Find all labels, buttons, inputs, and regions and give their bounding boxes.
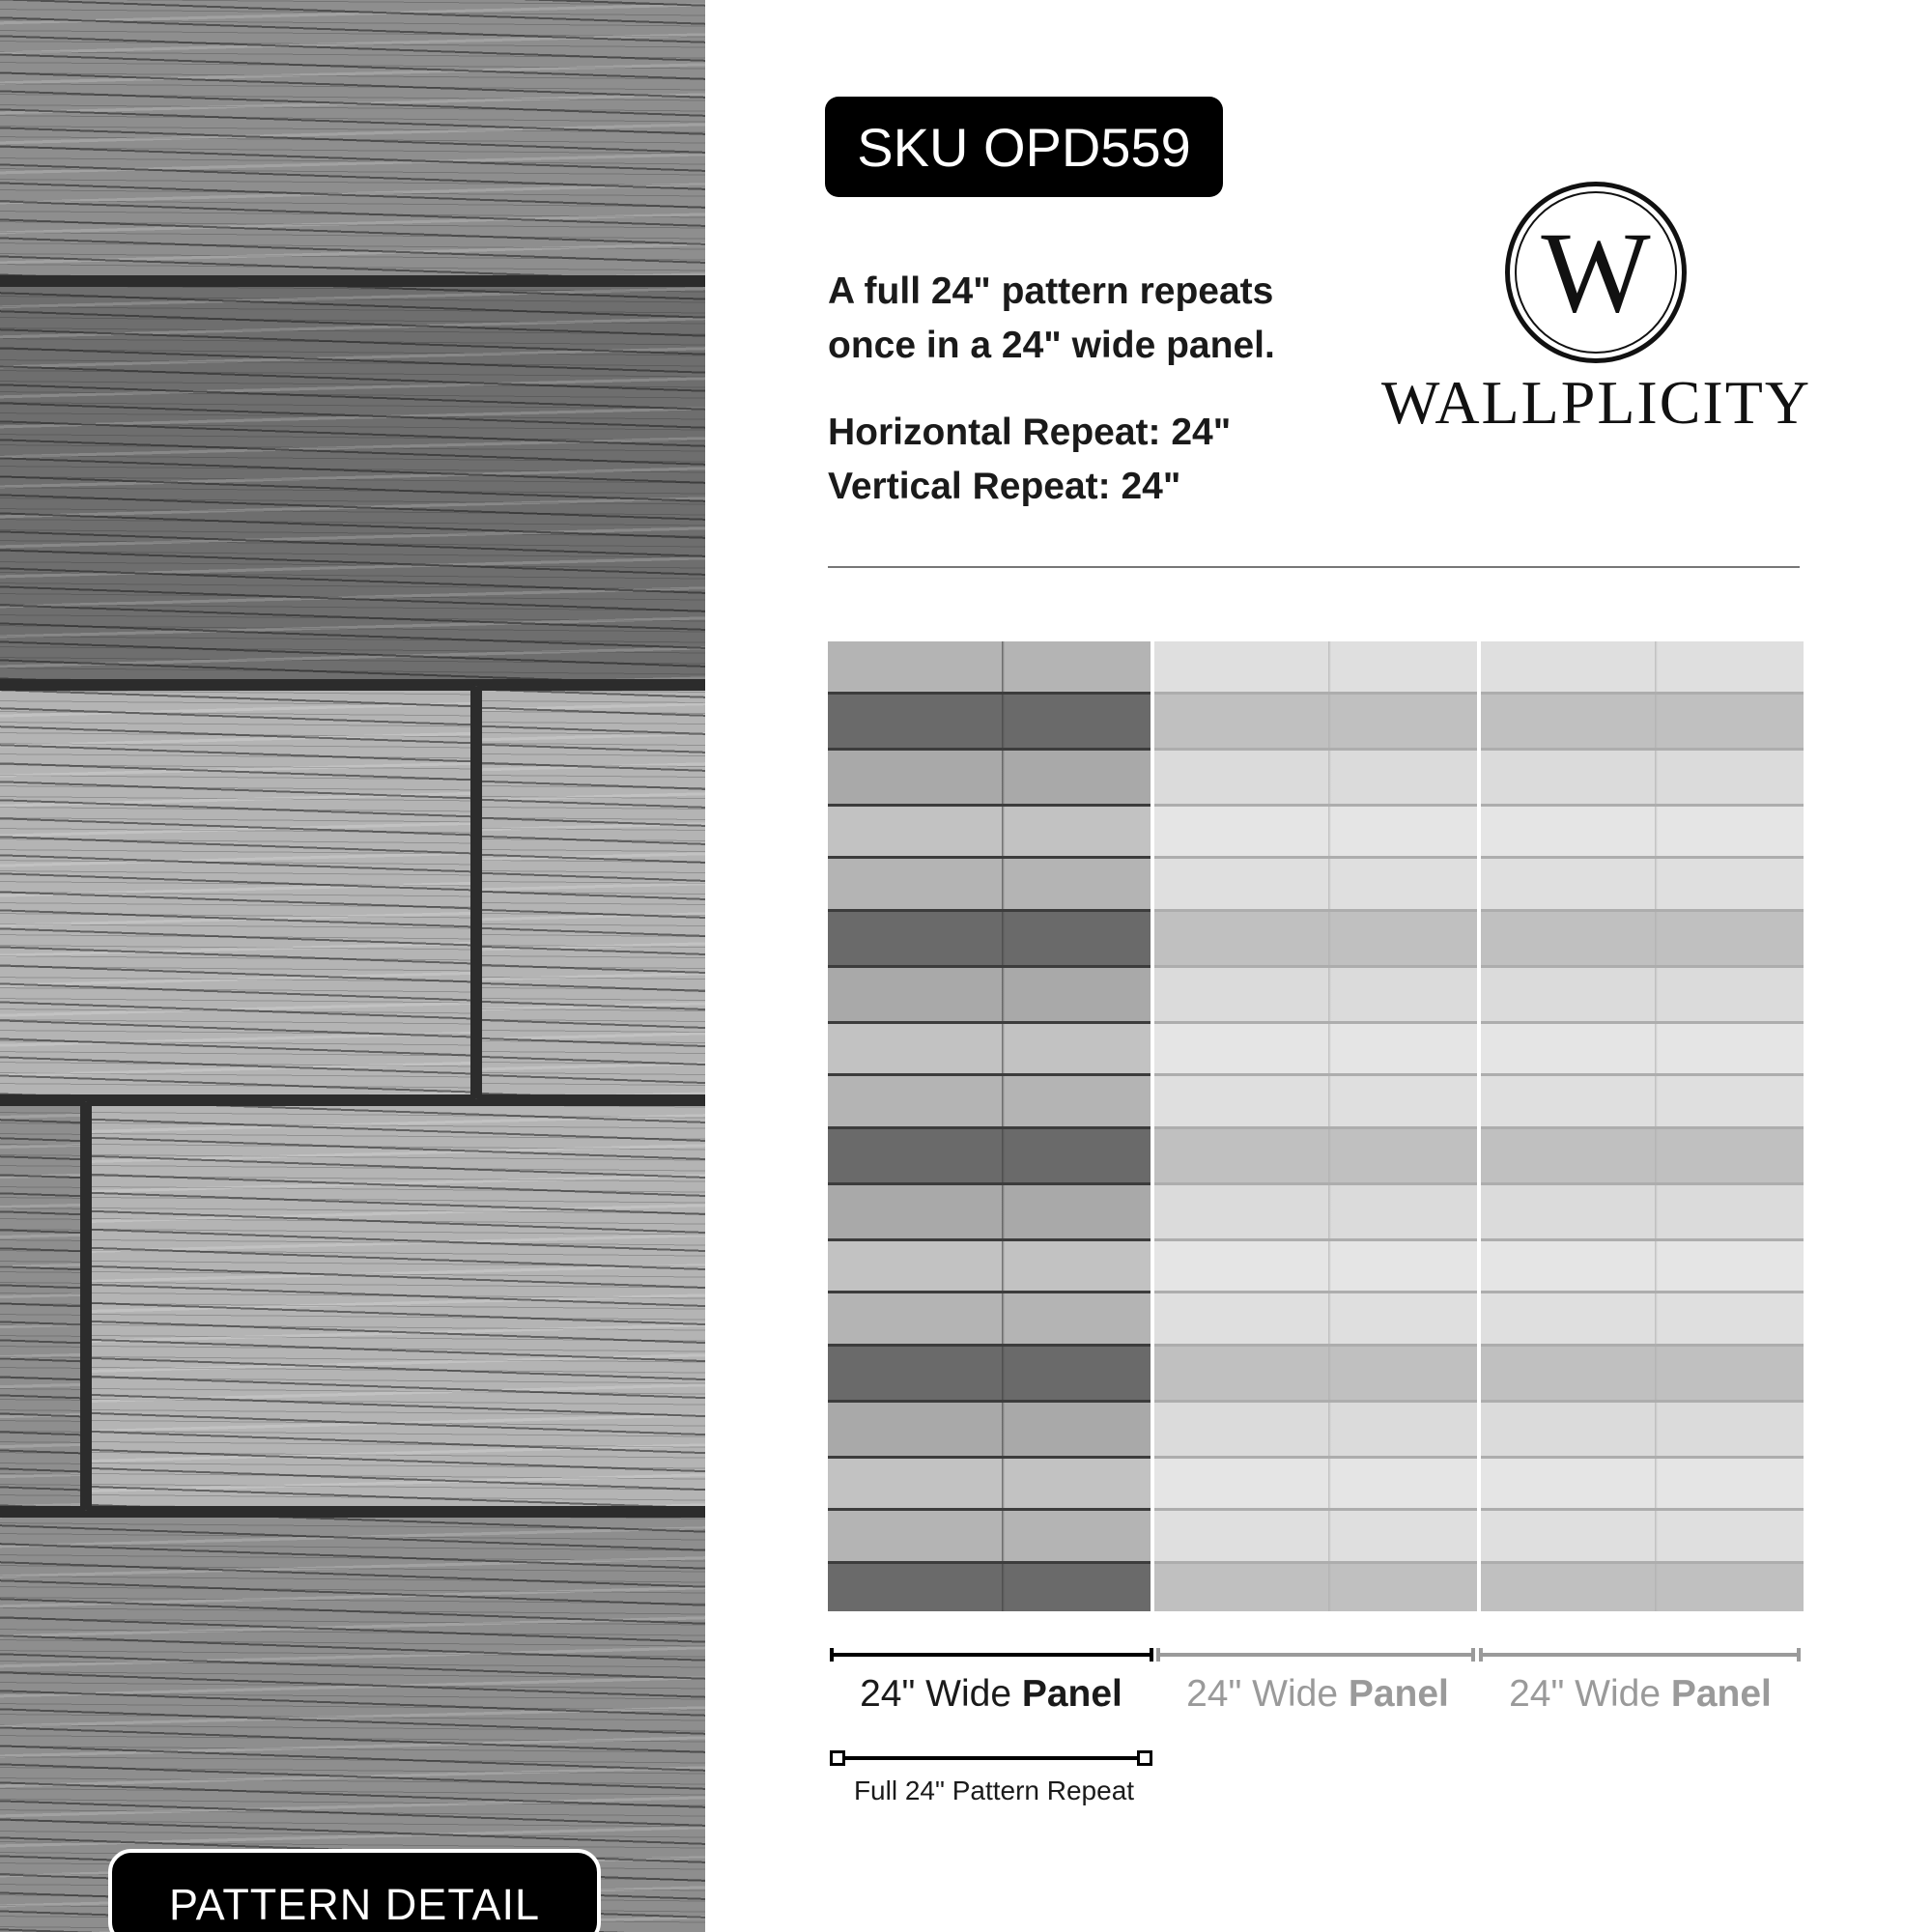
wallpaper-panel — [1481, 641, 1804, 1611]
wood-plank — [0, 0, 705, 282]
wood-plank — [0, 684, 477, 1101]
repeat-description — [828, 265, 1407, 373]
wallpaper-panel — [1154, 641, 1477, 1611]
vertical-repeat: Vertical Repeat: 24" — [828, 466, 1181, 507]
pattern-repeat-label: Full 24" Pattern Repeat — [853, 1776, 1135, 1805]
brand-name: WALLPLICITY — [1381, 368, 1812, 437]
horizontal-repeat: Horizontal Repeat: 24" — [828, 412, 1232, 453]
sku-badge: SKU OPD559 — [825, 97, 1223, 197]
panel-width-ruler — [1156, 1648, 1475, 1662]
pattern-repeat-ruler — [830, 1750, 1152, 1766]
wood-plank — [0, 280, 705, 686]
panel-label: 24" Wide Panel — [1509, 1673, 1772, 1715]
logo-letter: W — [1541, 208, 1651, 336]
description-line: A full 24" pattern repeats — [828, 270, 1274, 312]
wood-plank — [475, 684, 705, 1101]
pattern-detail-badge: PATTERN DETAIL — [108, 1849, 601, 1932]
panel-preview — [828, 641, 1804, 1611]
panel-width-ruler — [830, 1648, 1153, 1662]
description-line: once in a 24" wide panel. — [828, 325, 1275, 366]
panel-width-ruler — [1479, 1648, 1801, 1662]
w-monogram-circle-icon — [1505, 182, 1687, 363]
wood-plank — [0, 1099, 87, 1513]
divider — [828, 566, 1800, 568]
wood-plank — [85, 1099, 705, 1513]
repeat-specs — [828, 406, 1407, 514]
panel-label: 24" Wide Panel — [1186, 1673, 1449, 1715]
pattern-detail-image — [0, 0, 705, 1932]
wallpaper-panel — [828, 641, 1151, 1611]
panel-label: 24" Wide Panel — [860, 1673, 1122, 1715]
